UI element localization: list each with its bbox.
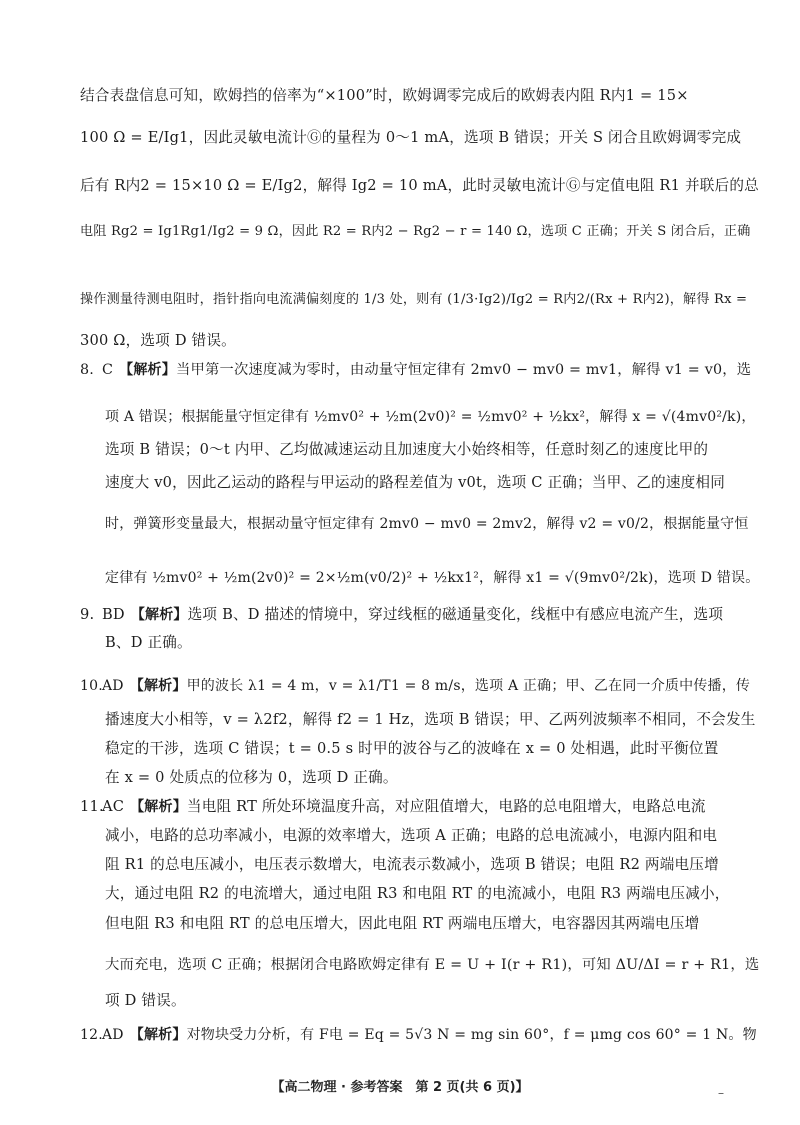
text-line: 速度大 v0，因此乙运动的路程与甲运动的路程差值为 v0t，选项 C 正确；当甲、乙的速度相同 [105,474,726,491]
text-line: 操作测量待测电阻时，指针指向电流满偏刻度的 1/3 处，则有 (1/3·Ig2)/Ig2 = R内2/(Rx + R内2)，解得 Rx = [80,292,748,307]
analysis-tag: 【解析】 [130,799,187,815]
text-line: 项 D 错误。 [105,992,186,1009]
text-line: 时，弹簧形变量最大，根据动量守恒定律有 2mv0 − mv0 = 2mv2，解得 v2 = v0/2，根据能量守恒 [105,516,749,532]
text-line: 播速度大小相等，v = λ2f2，解得 f2 = 1 Hz，选项 B 错误；甲、乙两列波频率不相同，不会发生 [105,711,756,728]
answer-choice: AD [102,1027,124,1043]
question-number: 10. [80,678,103,694]
question-8: 8. C 【解析】当甲第一次速度减为零时，由动量守恒定律有 2mv0 − mv0 = mv1，解得 v1 = v0，选 [80,362,752,378]
text-line: 项 A 错误；根据能量守恒定律有 ½mv0² + ½m(2v0)² = ½mv0² + ½kx²，解得 x = √(4mv0²/k)， [105,409,756,425]
text-line: 300 Ω，选项 D 错误。 [80,332,236,349]
text-line: 大而充电，选项 C 正确；根据闭合电路欧姆定律有 E = U + I(r + R1)，可知 ΔU/ΔI = r + R1，选 [105,957,760,973]
answer-choice: C [102,362,114,378]
text-line: 减小，电路的总功率减小，电源的效率增大，选项 A 正确；电路的总电流减小，电源内阻和电 [105,827,718,844]
text-line: 定律有 ½mv0² + ½m(2v0)² = 2×½m(v0/2)² + ½kx1²，解得 x1 = √(9mv0²/2k)，选项 D 错误。 [105,570,760,586]
question-10: 10.AD 【解析】甲的波长 λ1 = 4 m，v = λ1/T1 = 8 m/s，选项 A 正确；甲、乙在同一介质中传播，传 [80,678,751,694]
answer-choice: AC [102,798,125,815]
question-9: 9. BD 【解析】选项 B、D 描述的情境中，穿过线框的磁通量变化，线框中有感应电流产生，选项 [80,606,724,623]
question-number: 11. [80,798,104,815]
text-line: 电阻 Rg2 = Ig1Rg1/Ig2 = 9 Ω，因此 R2 = R内2 − Rg2 − r = 140 Ω，选项 C 正确；开关 S 闭合后，正确 [80,224,751,239]
corner-mark: – [718,1086,724,1100]
analysis-tag: 【解析】 [129,1027,187,1043]
analysis-tag: 【解析】 [129,678,187,694]
text-line: 大，通过电阻 R2 的电流增大，通过电阻 R3 和电阻 RT 的电流减小，电阻 R3 两端电压减小， [105,885,730,902]
question-12: 12.AD 【解析】对物块受力分析，有 F电 = Eq = 5√3 N = mg sin 60°，f = μmg cos 60° = 1 N。物 [80,1027,757,1043]
text-line: B、D 正确。 [105,634,192,651]
text-line: 但电阻 R3 和电阻 RT 的总电压增大，因此电阻 RT 两端电压增大，电容器因其两端电压增 [105,915,700,932]
answer-choice: AD [102,678,124,694]
page-footer: 【高二物理 · 参考答案 第 2 页(共 6 页)】 [271,1080,529,1095]
text-line: 阻 R1 的总电压减小，电压表示数增大，电流表示数减小，选项 B 错误；电阻 R2 两端电压增 [105,856,719,873]
analysis-tag: 【解析】 [130,607,188,623]
question-number: 9. [80,606,95,623]
answer-choice: BD [102,606,125,623]
question-number: 8. [80,362,95,378]
text-line: 结合表盘信息可知，欧姆挡的倍率为“×100”时，欧姆调零完成后的欧姆表内阻 R内1 = 15× [80,87,689,104]
text-line: 100 Ω = E/Ig1，因此灵敏电流计Ⓖ的量程为 0～1 mA，选项 B 错误；开关 S 闭合且欧姆调零完成 [80,129,742,146]
question-number: 12. [80,1027,103,1043]
text-line: 稳定的干涉，选项 C 错误；t = 0.5 s 时甲的波谷与乙的波峰在 x = 0 处相遇，此时平衡位置 [105,740,719,757]
text-line: 后有 R内2 = 15×10 Ω = E/Ig2，解得 Ig2 = 10 mA，此时灵敏电流计Ⓖ与定值电阻 R1 并联后的总 [80,177,759,194]
text-line: 在 x = 0 处质点的位移为 0，选项 D 正确。 [105,769,398,786]
question-11: 11.AC 【解析】当电阻 RT 所处环境温度升高，对应阻值增大，电路的总电阻增大，电路总电流 [80,798,706,815]
analysis-tag: 【解析】 [119,362,176,378]
text-line: 选项 B 错误；0～t 内甲、乙均做减速运动且加速度大小始终相等，任意时刻乙的速度比甲的 [105,441,709,458]
